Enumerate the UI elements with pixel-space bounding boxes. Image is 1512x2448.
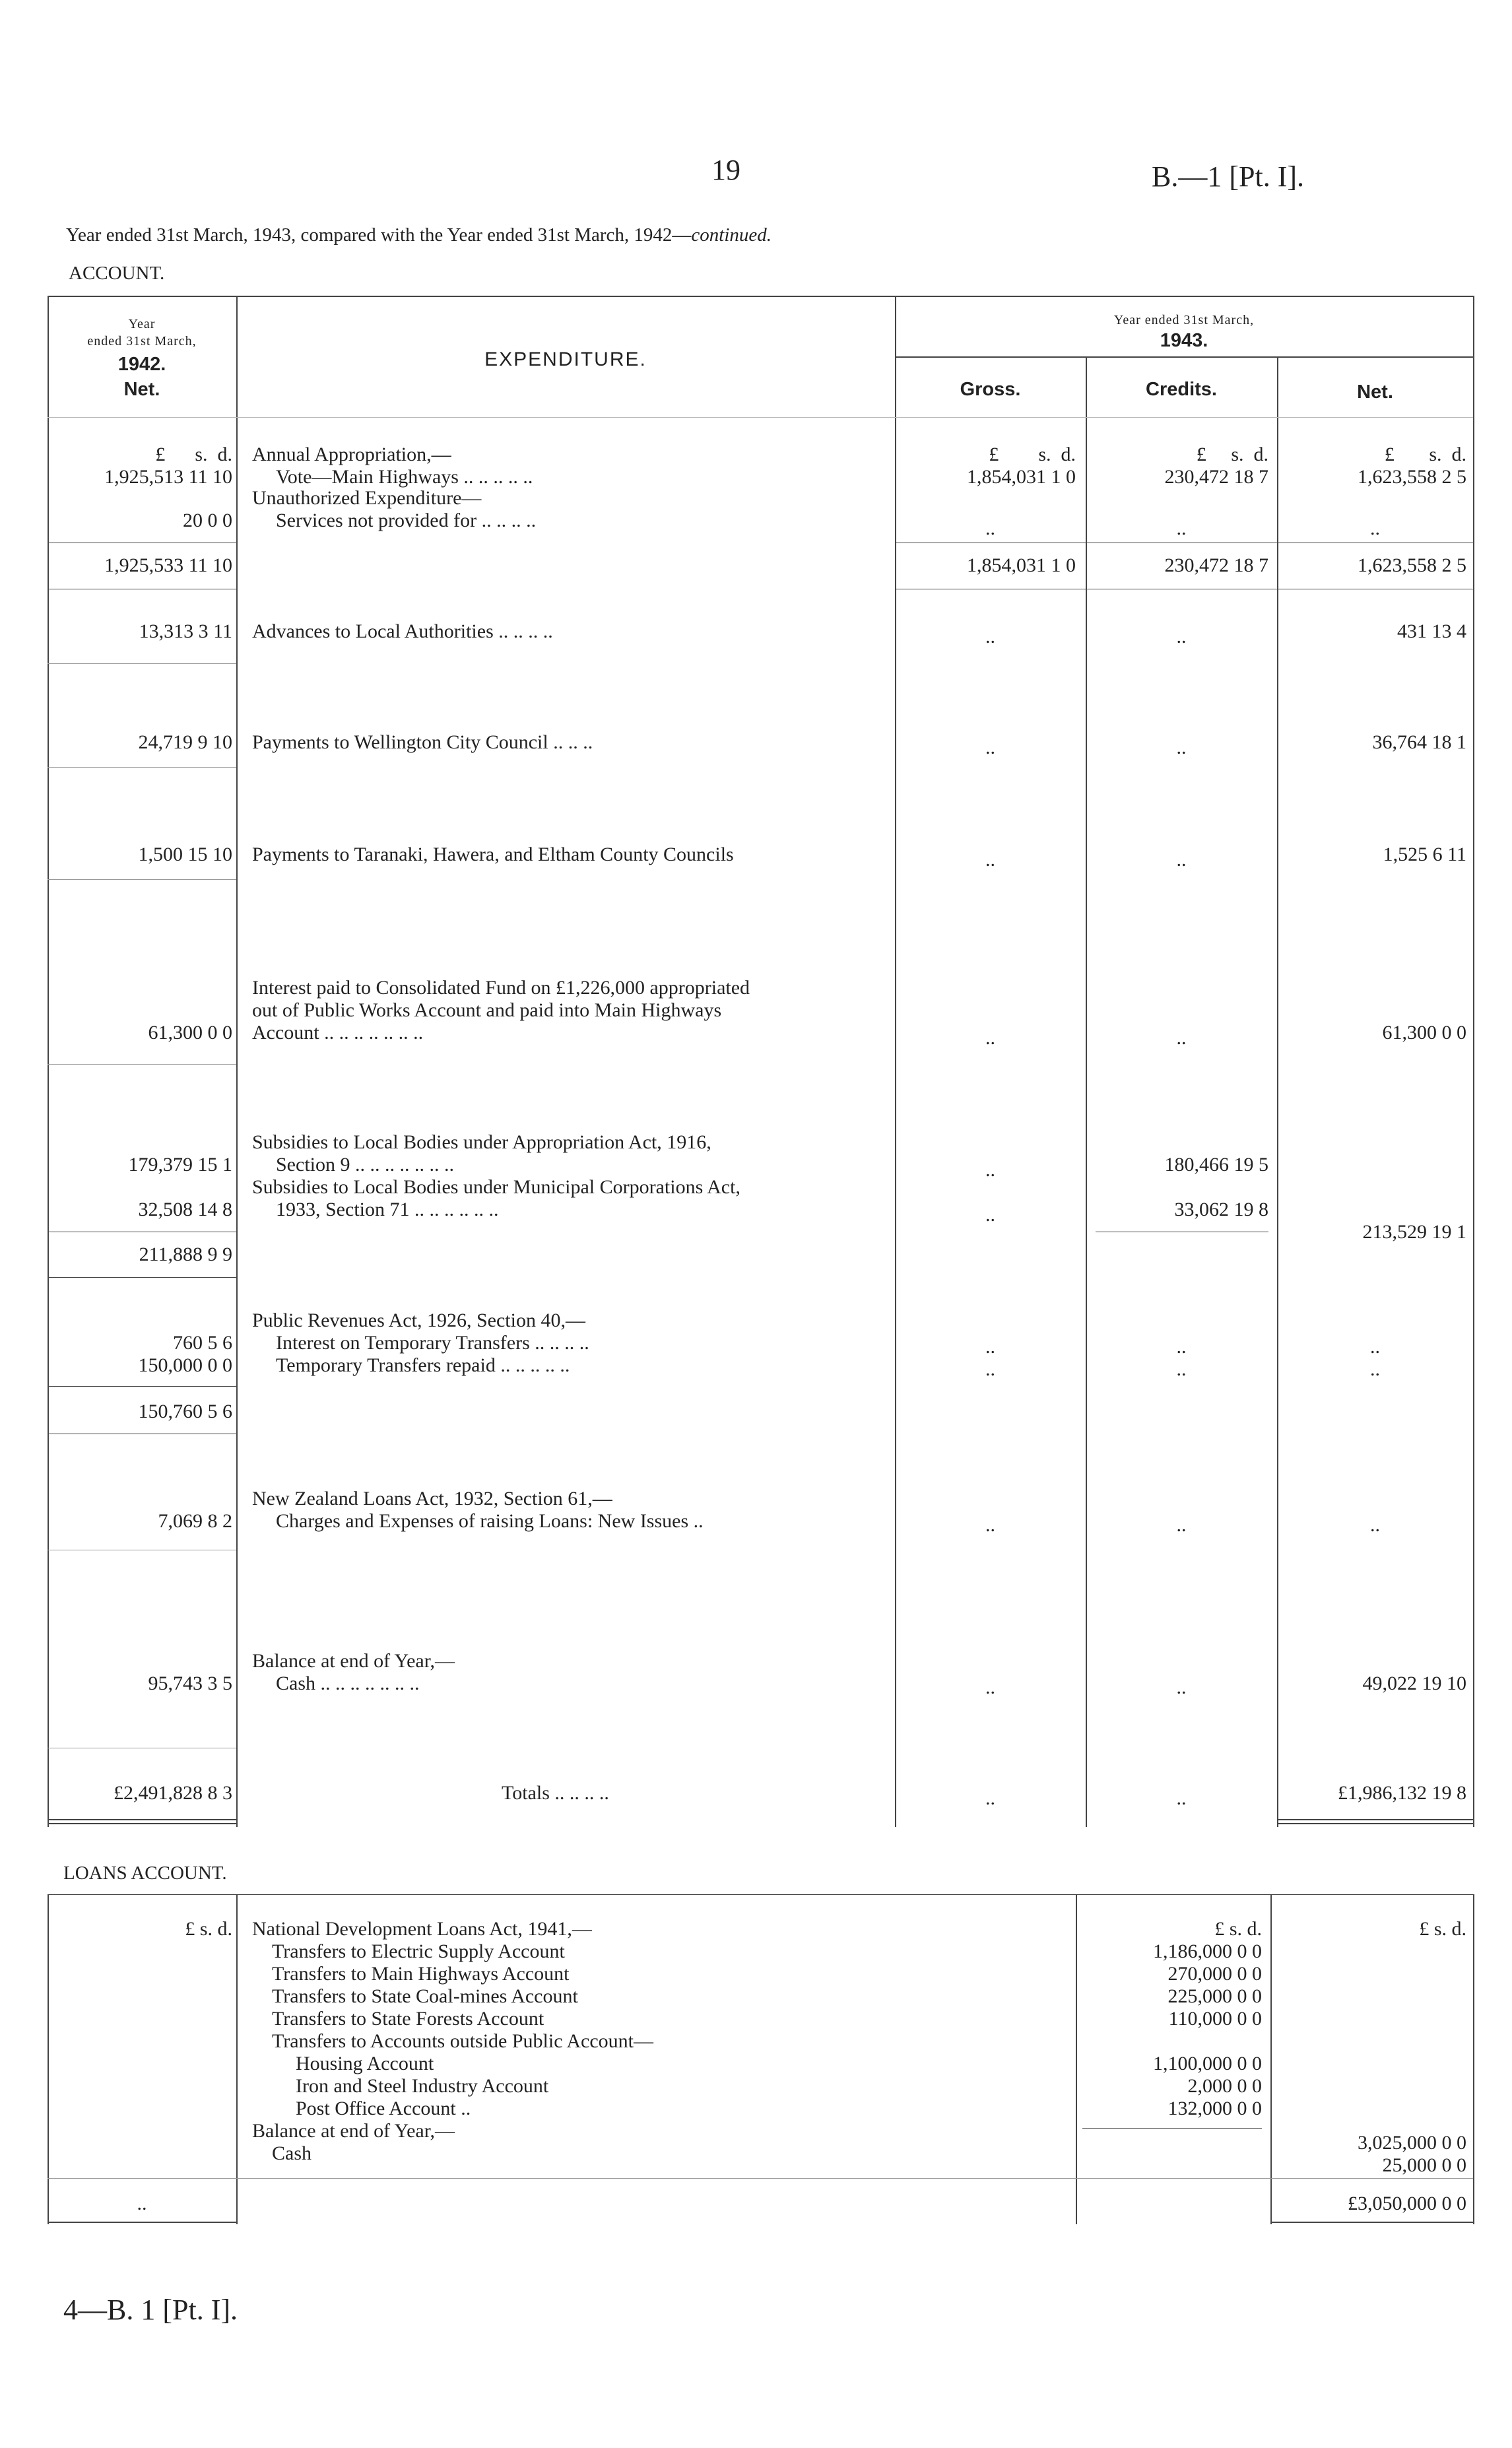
loans-left-rule [48,1894,49,2224]
unit-pound: £ [1196,444,1206,465]
column-rule-credits [1086,356,1087,1827]
row-gross: .. [985,1358,995,1380]
row-desc: Advances to Local Authorities .. .. .. .. [252,620,553,642]
table-left-rule [48,296,49,1827]
row-credits: 180,466 19 5 [1164,1154,1268,1175]
loans-item-label: Transfers to Main Highways Account [272,1963,570,1985]
loans-total-rule [48,2222,236,2223]
unit-pound: £ [155,444,166,465]
page-subtitle [66,224,772,246]
loans-item-label: Housing Account [296,2053,434,2074]
prev-units [59,444,232,466]
unit-pence: d. [1253,444,1268,465]
row-desc-2: 1933, Section 71 .. .. .. .. .. .. [276,1199,499,1220]
row-heading: Balance at end of Year,— [252,1650,455,1672]
subtotal-rule [48,1386,236,1387]
prev-year-header-l2: ended 31st March, [87,334,197,348]
row-gross: .. [985,517,995,539]
row-net: £1,986,132 19 8 [1338,1782,1466,1804]
loans-top-rule [48,1894,1473,1895]
row-desc-2: Services not provided for .. .. .. .. [276,510,537,531]
row-gross: .. [985,1676,995,1698]
loans-left-units: £ s. d. [185,1918,232,1940]
unit-pound: £ [1384,444,1395,465]
gross-units [904,444,1076,466]
header-bottom-rule [48,417,1473,418]
section-title: ACCOUNT. [69,263,165,284]
row-credits: 33,062 19 8 [1174,1199,1268,1220]
row-credits: 230,472 18 7 [1164,554,1268,576]
loans-item-label: Transfers to State Forests Account [272,2008,544,2030]
loans-item-amount: 270,000 0 0 [1167,1963,1262,1985]
total-rule [48,1823,236,1824]
loans-item-amount: 132,000 0 0 [1167,2098,1262,2119]
expenditure-header: EXPENDITURE. [484,348,647,370]
loans-item-amount: 1,186,000 0 0 [1153,1940,1262,1962]
row-prev: 1,925,533 11 10 [104,554,232,576]
loans-item-label: Transfers to State Coal-mines Account [272,1985,578,2007]
row-prev: 7,069 8 2 [158,1510,232,1532]
prev-year-net-header: Net. [123,379,160,400]
totals-label: Totals .. .. .. .. [502,1782,609,1804]
row-desc-3: Account .. .. .. .. .. .. .. [252,1022,424,1043]
row-credits: .. [1176,626,1187,647]
row-net: 213,529 19 1 [1362,1221,1466,1243]
loans-item-amount: 225,000 0 0 [1167,1985,1262,2007]
row-prev: 150,000 0 0 [138,1354,232,1376]
row-prev: 1,500 15 10 [138,844,232,865]
loans-col-rule [1076,1894,1077,2224]
row-net: 1,623,558 2 5 [1358,554,1466,576]
row-prev: 24,719 9 10 [138,731,232,753]
row-desc: Subsidies to Local Bodies under Municipal Corporations Act, [252,1176,740,1198]
loans-cash: 25,000 0 0 [1382,2154,1466,2176]
row-heading: New Zealand Loans Act, 1932, Section 61,— [252,1488,612,1509]
row-desc: Temporary Transfers repaid .. .. .. .. .. [276,1354,570,1376]
row-prev: 150,760 5 6 [138,1401,232,1422]
loans-col-rule [236,1894,238,2224]
row-prev: 61,300 0 0 [148,1022,232,1043]
loans-rule [48,2178,1473,2179]
curr-year-header-l1: Year ended 31st March, [1113,313,1255,327]
row-net: .. [1370,1358,1380,1380]
row-prev: 32,508 14 8 [138,1199,232,1220]
loans-left-dots: .. [137,2193,147,2214]
row-prev: 179,379 15 1 [128,1154,232,1175]
credits-header: Credits. [1146,379,1217,400]
row-gross: .. [985,1336,995,1358]
row-gross: 1,854,031 1 0 [967,466,1076,488]
row-rule [48,879,236,880]
row-credits: .. [1176,1676,1187,1698]
loans-right-rule [1473,1894,1474,2224]
row-prev: 13,313 3 11 [139,620,232,642]
loans-heading: National Development Loans Act, 1941,— [252,1918,592,1940]
page-number: 19 [711,154,740,186]
row-gross: .. [985,737,995,758]
row-credits: .. [1176,1358,1187,1380]
subtitle-suffix: continued. [691,224,772,246]
row-net: .. [1370,517,1380,539]
row-gross: .. [985,1159,995,1181]
row-prev: 760 5 6 [173,1332,232,1354]
row-credits: .. [1176,1336,1187,1358]
row-net: 49,022 19 10 [1362,1672,1466,1694]
row-rule [48,1064,236,1065]
row-desc: Interest paid to Consolidated Fund on £1,226,000 appropriated [252,977,750,999]
total-rule [48,1819,236,1820]
row-prev: 1,925,513 11 10 [104,466,232,488]
subtitle-prefix: Year ended 31st March, 1943, compared with the Year ended 31st March, 1942— [66,224,692,246]
row-desc-2: Vote—Main Highways .. .. .. .. .. [276,466,533,488]
column-rule-net [1277,356,1278,1827]
row-net: 1,525 6 11 [1383,844,1466,865]
loans-item-label: Transfers to Electric Supply Account [272,1940,565,1962]
footer-signature: 4—B. 1 [Pt. I]. [63,2294,238,2326]
row-gross: .. [985,1204,995,1226]
row-credits: .. [1176,1514,1187,1536]
row-desc: Unauthorized Expenditure— [252,487,482,509]
table-top-rule [48,296,1473,297]
credits-units [1096,444,1268,466]
row-desc: Payments to Wellington City Council .. .. .. [252,731,593,753]
row-desc-2: Cash .. .. .. .. .. .. .. [276,1672,420,1694]
prev-year-header-l3: 1942. [117,354,166,375]
row-credits: .. [1176,1027,1187,1049]
net-header: Net. [1357,381,1393,403]
unit-pence: d. [1061,444,1076,465]
row-gross: .. [985,1787,995,1809]
row-gross: .. [985,1027,995,1049]
row-heading: Public Revenues Act, 1926, Section 40,— [252,1309,585,1331]
row-rule [48,767,236,768]
loans-item-amount: 1,100,000 0 0 [1153,2053,1262,2074]
gross-header: Gross. [960,379,1021,400]
curr-year-header-l2: 1943. [1160,330,1208,351]
row-gross: .. [985,626,995,647]
column-rule-prev [236,296,238,1827]
row-desc-2: Interest on Temporary Transfers .. .. .. .. [276,1332,589,1354]
loans-total: £3,050,000 0 0 [1348,2193,1466,2214]
total-rule [1277,1819,1473,1820]
row-desc: Annual Appropriation,— [252,444,451,465]
loans-item-label: Iron and Steel Industry Account [296,2075,549,2097]
page-reference: B.—1 [Pt. I]. [1152,160,1304,193]
row-rule [48,1277,236,1278]
table-right-rule [1473,296,1474,1827]
row-net: 431 13 4 [1397,620,1466,642]
row-credits: .. [1176,737,1187,758]
row-credits: .. [1176,1787,1187,1809]
row-gross: .. [985,849,995,871]
total-rule [1277,1823,1473,1824]
curr-year-header-rule [895,356,1473,358]
prev-year-header-l1: Year [128,317,156,331]
row-desc: Subsidies to Local Bodies under Appropriation Act, 1916, [252,1131,711,1153]
unit-shilling: s. [195,444,208,465]
row-net: .. [1370,1514,1380,1536]
net-units [1287,444,1466,466]
row-prev: £2,491,828 8 3 [114,1782,232,1804]
loans-right-units: £ s. d. [1419,1918,1466,1940]
row-credits: .. [1176,517,1187,539]
row-desc-2: Section 9 .. .. .. .. .. .. .. [276,1154,454,1175]
unit-pence: d. [1451,444,1466,465]
row-prev: 211,888 9 9 [139,1243,232,1265]
loans-balance-heading: Balance at end of Year,— [252,2120,455,2142]
loans-mid-units: £ s. d. [1214,1918,1262,1940]
row-gross: .. [985,1514,995,1536]
loans-item-label: Post Office Account .. [296,2098,471,2119]
unit-shilling: s. [1429,444,1442,465]
row-net: 61,300 0 0 [1382,1022,1466,1043]
unit-shilling: s. [1038,444,1051,465]
row-credits: .. [1176,849,1187,871]
row-prev: 95,743 3 5 [148,1672,232,1694]
row-desc-2: out of Public Works Account and paid into Main Highways [252,999,722,1021]
row-desc: Payments to Taranaki, Hawera, and Eltham County Councils [252,844,734,865]
row-rule [48,663,236,664]
row-gross: 1,854,031 1 0 [967,554,1076,576]
row-net: 1,623,558 2 5 [1358,466,1466,488]
unit-pence: d. [217,444,232,465]
loans-subtotal: 3,025,000 0 0 [1358,2132,1466,2154]
row-net: 36,764 18 1 [1372,731,1466,753]
loans-sub-rule [1082,2128,1262,2129]
row-net: .. [1370,1336,1380,1358]
unit-pound: £ [989,444,999,465]
row-desc-2: Charges and Expenses of raising Loans: New Issues .. [276,1510,704,1532]
loans-title: LOANS ACCOUNT. [63,1863,227,1884]
loans-item-amount: 2,000 0 0 [1187,2075,1262,2097]
row-prev: 20 0 0 [183,510,232,531]
row-credits: 230,472 18 7 [1164,466,1268,488]
loans-item-amount: 110,000 0 0 [1168,2008,1262,2030]
loans-total-rule [1270,2222,1473,2223]
loans-col-rule [1270,1894,1272,2224]
loans-cash-label: Cash [272,2142,312,2164]
loans-item-label: Transfers to Accounts outside Public Account— [272,2030,654,2052]
unit-shilling: s. [1231,444,1244,465]
